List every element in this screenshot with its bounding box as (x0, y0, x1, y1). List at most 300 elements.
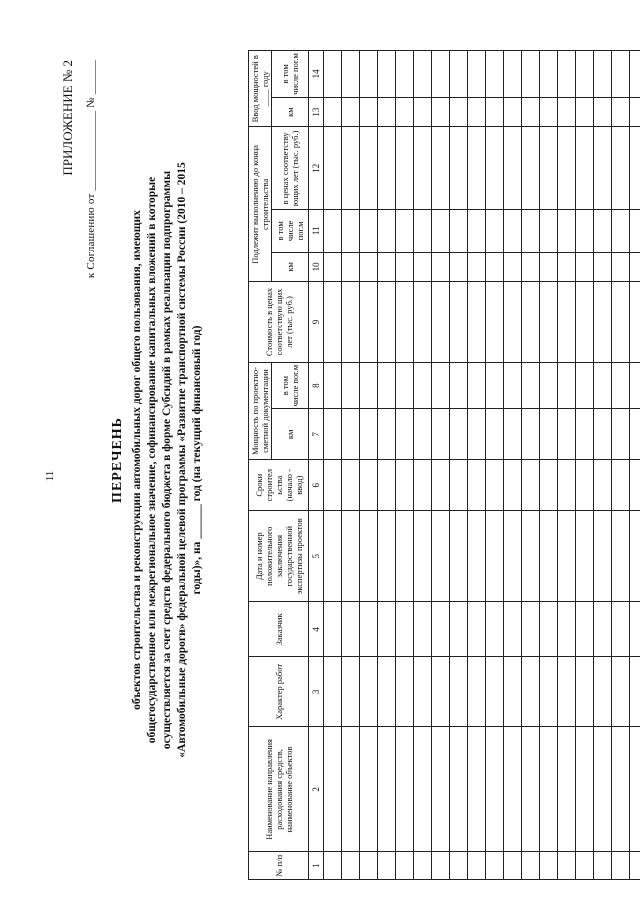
table-cell (324, 210, 342, 252)
title-line: общегосударственное или межрегиональное значение, софинансирование капитальных вложений в которые (146, 176, 158, 744)
table-cell (630, 252, 640, 282)
table-cell (486, 409, 504, 460)
table-cell (612, 362, 630, 409)
table-cell (450, 511, 468, 602)
table-cell (594, 657, 612, 727)
table-cell (378, 602, 396, 657)
column-number: 14 (309, 51, 324, 98)
table-cell (450, 409, 468, 460)
subheader-incl-pogm: в том числе пог.м (272, 362, 309, 409)
table-cell (558, 97, 576, 127)
table-cell (396, 511, 414, 602)
table-cell (522, 852, 540, 880)
table-cell (558, 727, 576, 852)
table-cell (396, 97, 414, 127)
table-cell (558, 602, 576, 657)
table-cell (558, 852, 576, 880)
header-remaining: Подлежит выполнению до конца строительства (249, 127, 272, 282)
table-cell (324, 51, 342, 98)
table-cell (486, 727, 504, 852)
table-row (504, 51, 522, 880)
table-cell (342, 51, 360, 98)
table-cell (378, 127, 396, 210)
table-cell (630, 210, 640, 252)
table-row (360, 51, 378, 880)
table-cell (414, 460, 432, 511)
table-cell (450, 852, 468, 880)
table-cell (450, 252, 468, 282)
table-cell (522, 460, 540, 511)
table-cell (486, 282, 504, 363)
table-cell (630, 852, 640, 880)
title-line: объектов строительства и реконструкции автомобильных дорог общего пользования, имеющих (131, 210, 143, 710)
table-cell (324, 852, 342, 880)
table-cell (630, 127, 640, 210)
table-cell (378, 727, 396, 852)
table-cell (558, 409, 576, 460)
table-cell (630, 409, 640, 460)
table-cell (630, 282, 640, 363)
table-cell (468, 460, 486, 511)
document-title (110, 110, 205, 810)
table-cell (540, 282, 558, 363)
table-cell (576, 51, 594, 98)
header-cost: Стоимость в ценах соответствую щих лет (тыс. руб.) (249, 282, 309, 363)
table-cell (468, 97, 486, 127)
header-capacity-doc: Мощность по проектно-сметной документации (249, 362, 272, 460)
table-cell (414, 362, 432, 409)
table-cell (450, 51, 468, 98)
table-cell (342, 127, 360, 210)
table-cell (432, 51, 450, 98)
table-cell (342, 727, 360, 852)
table-cell (540, 210, 558, 252)
column-number: 12 (309, 127, 324, 210)
table-cell (432, 852, 450, 880)
table-cell (576, 362, 594, 409)
column-number: 9 (309, 282, 324, 363)
table-cell (432, 210, 450, 252)
table-cell (468, 51, 486, 98)
table-cell (378, 252, 396, 282)
table-cell (594, 602, 612, 657)
table-cell (522, 51, 540, 98)
table-cell (468, 282, 486, 363)
table-cell (324, 409, 342, 460)
table-cell (450, 460, 468, 511)
table-cell (360, 460, 378, 511)
table-cell (576, 409, 594, 460)
table-cell (594, 97, 612, 127)
table-cell (396, 252, 414, 282)
table-cell (432, 362, 450, 409)
table-cell (504, 362, 522, 409)
table-cell (486, 657, 504, 727)
subheader-km: км (272, 97, 309, 127)
table-row (486, 51, 504, 880)
table-cell (378, 97, 396, 127)
table-cell (612, 51, 630, 98)
column-number: 5 (309, 511, 324, 602)
table-cell (576, 852, 594, 880)
table-cell (504, 460, 522, 511)
table-cell (504, 127, 522, 210)
table-cell (612, 409, 630, 460)
subheader-prices: в ценах соответству ющих лет (тыс. руб.) (272, 127, 309, 210)
table-cell (468, 409, 486, 460)
table-cell (504, 727, 522, 852)
table-cell (324, 727, 342, 852)
table-cell (432, 252, 450, 282)
table-cell (612, 460, 630, 511)
table-row (612, 51, 630, 880)
table-cell (378, 362, 396, 409)
table-cell (540, 511, 558, 602)
table-cell (504, 252, 522, 282)
table-cell (468, 657, 486, 727)
table-cell (396, 51, 414, 98)
table-body (324, 51, 640, 880)
table-cell (360, 657, 378, 727)
table-cell (414, 97, 432, 127)
table-cell (594, 282, 612, 363)
table-cell (486, 51, 504, 98)
table-row (594, 51, 612, 880)
table-cell (324, 602, 342, 657)
table-cell (396, 409, 414, 460)
table-cell (540, 727, 558, 852)
table-cell (360, 727, 378, 852)
table-cell (414, 852, 432, 880)
column-number: 7 (309, 409, 324, 460)
table-cell (594, 852, 612, 880)
table-cell (360, 282, 378, 363)
table-cell (504, 511, 522, 602)
table-cell (360, 210, 378, 252)
table-cell (342, 852, 360, 880)
table-cell (522, 252, 540, 282)
table-cell (630, 602, 640, 657)
table-cell (486, 362, 504, 409)
table-cell (558, 210, 576, 252)
objects-table (248, 50, 640, 880)
table-cell (486, 210, 504, 252)
table-cell (468, 252, 486, 282)
table-cell (378, 51, 396, 98)
table-cell (576, 252, 594, 282)
table-cell (540, 127, 558, 210)
column-number: 4 (309, 602, 324, 657)
table-cell (432, 602, 450, 657)
table-cell (558, 127, 576, 210)
table-cell (522, 97, 540, 127)
table-cell (576, 210, 594, 252)
table-cell (450, 727, 468, 852)
column-number: 2 (309, 727, 324, 852)
table-cell (342, 97, 360, 127)
table-cell (468, 727, 486, 852)
table-cell (378, 511, 396, 602)
column-number: 11 (309, 210, 324, 252)
table-cell (612, 511, 630, 602)
table-cell (432, 127, 450, 210)
table-cell (594, 362, 612, 409)
table-cell (414, 511, 432, 602)
table-cell (432, 657, 450, 727)
column-number: 10 (309, 252, 324, 282)
table-cell (414, 51, 432, 98)
table-cell (414, 127, 432, 210)
table-cell (396, 210, 414, 252)
table-cell (576, 657, 594, 727)
table-cell (342, 460, 360, 511)
table-cell (630, 97, 640, 127)
table-cell (558, 282, 576, 363)
table-cell (324, 252, 342, 282)
subheader-km: км (272, 252, 309, 282)
table-cell (594, 51, 612, 98)
table-cell (378, 210, 396, 252)
table-row (468, 51, 486, 880)
table-cell (540, 252, 558, 282)
table-cell (540, 409, 558, 460)
table-row (576, 51, 594, 880)
table-cell (558, 511, 576, 602)
table-cell (486, 127, 504, 210)
page-number: 11 (44, 470, 56, 482)
table-cell (558, 362, 576, 409)
table-cell (342, 657, 360, 727)
table-cell (504, 51, 522, 98)
table-cell (576, 727, 594, 852)
table-cell (432, 409, 450, 460)
table-cell (522, 657, 540, 727)
table-cell (396, 362, 414, 409)
table-cell (522, 282, 540, 363)
table-cell (576, 127, 594, 210)
table-cell (396, 727, 414, 852)
header-num: № п/п (249, 852, 309, 880)
table-cell (342, 210, 360, 252)
table-cell (324, 460, 342, 511)
table-cell (432, 460, 450, 511)
table-cell (360, 409, 378, 460)
table-cell (522, 602, 540, 657)
title-heading: ПЕРЕЧЕНЬ (110, 417, 125, 503)
table-cell (378, 460, 396, 511)
table-cell (414, 657, 432, 727)
table-cell (432, 511, 450, 602)
table-cell (594, 127, 612, 210)
column-number: 8 (309, 362, 324, 409)
table-cell (522, 409, 540, 460)
table-cell (594, 511, 612, 602)
table-cell (594, 210, 612, 252)
table-cell (342, 602, 360, 657)
table-cell (558, 460, 576, 511)
table-cell (378, 657, 396, 727)
table-cell (342, 282, 360, 363)
table-cell (504, 97, 522, 127)
table-cell (486, 511, 504, 602)
table-cell (504, 282, 522, 363)
table-cell (504, 409, 522, 460)
table-cell (486, 97, 504, 127)
table-cell (360, 51, 378, 98)
table-row (558, 51, 576, 880)
table-cell (522, 727, 540, 852)
table-cell (450, 282, 468, 363)
column-number: 6 (309, 460, 324, 511)
column-number: 13 (309, 97, 324, 127)
table-cell (576, 602, 594, 657)
table-cell (486, 602, 504, 657)
table-row (414, 51, 432, 880)
table-cell (468, 362, 486, 409)
table-cell (522, 127, 540, 210)
column-number: 1 (309, 852, 324, 880)
rotated-content (40, 20, 630, 890)
table-cell (576, 97, 594, 127)
appendix-title: ПРИЛОЖЕНИЕ № 2 (60, 60, 75, 176)
title-line: «Автомобильные дороги» федеральной целевой программы «Развитие транспортной системы России (2010 – 2015 (176, 162, 188, 758)
table-row (342, 51, 360, 880)
table-cell (432, 282, 450, 363)
table-cell (576, 460, 594, 511)
table-cell (414, 727, 432, 852)
table-cell (504, 852, 522, 880)
table-cell (324, 657, 342, 727)
table-cell (342, 511, 360, 602)
table-cell (486, 460, 504, 511)
table-cell (540, 657, 558, 727)
table-cell (594, 460, 612, 511)
table-cell (468, 511, 486, 602)
column-number: 3 (309, 657, 324, 727)
table-row (522, 51, 540, 880)
header-terms: Сроки строител ьства (начало - ввод) (249, 460, 309, 511)
table-cell (576, 511, 594, 602)
table-cell (324, 127, 342, 210)
table-cell (450, 657, 468, 727)
table-cell (414, 252, 432, 282)
header-expertise: Дата и номер положительного заключения государственной экспертизы проектов (249, 511, 309, 602)
table-cell (558, 657, 576, 727)
table-cell (432, 727, 450, 852)
table-cell (468, 127, 486, 210)
table-cell (504, 602, 522, 657)
table-cell (342, 409, 360, 460)
table-cell (594, 727, 612, 852)
table-cell (630, 362, 640, 409)
table-cell (612, 852, 630, 880)
table-cell (450, 362, 468, 409)
header-commissioning: Ввод мощностей в ____ году (249, 51, 272, 127)
table-cell (360, 852, 378, 880)
table-cell (450, 97, 468, 127)
title-line: годы)», на ______ год (на текущий финансовый год) (191, 325, 203, 595)
table-cell (414, 210, 432, 252)
table-cell (630, 460, 640, 511)
table-cell (540, 362, 558, 409)
table-cell (396, 282, 414, 363)
table-cell (342, 362, 360, 409)
table-row (396, 51, 414, 880)
table-cell (612, 602, 630, 657)
table-cell (612, 657, 630, 727)
table-cell (360, 362, 378, 409)
header-customer: Заказчик (249, 602, 309, 657)
table-cell (396, 852, 414, 880)
table-cell (630, 727, 640, 852)
table-cell (540, 852, 558, 880)
table-cell (594, 409, 612, 460)
table-cell (630, 51, 640, 98)
header-name: Наименование направления расходования средств, наименование объектов (249, 727, 309, 852)
table-cell (486, 852, 504, 880)
table-cell (378, 852, 396, 880)
table-cell (558, 51, 576, 98)
table-row (540, 51, 558, 880)
table-cell (612, 210, 630, 252)
table-cell (414, 282, 432, 363)
table-cell (612, 282, 630, 363)
subheader-incl-pogm: в том числе пог.м (272, 210, 309, 252)
table-cell (522, 362, 540, 409)
table-cell (504, 657, 522, 727)
table-cell (396, 657, 414, 727)
title-line: осуществляется за счет средств федерального бюджета в форме Субсидий в рамках реализации подпрограммы (161, 170, 173, 750)
table-cell (414, 409, 432, 460)
table-cell (576, 282, 594, 363)
table-cell (360, 602, 378, 657)
table-cell (360, 127, 378, 210)
table-cell (612, 97, 630, 127)
table-cell (396, 602, 414, 657)
table-cell (594, 252, 612, 282)
table-cell (360, 511, 378, 602)
table-cell (324, 511, 342, 602)
subheader-incl-pogm: в том числе пог.м (272, 51, 309, 98)
column-numbers-row (309, 51, 324, 880)
table-cell (324, 282, 342, 363)
table-cell (540, 602, 558, 657)
table-cell (612, 252, 630, 282)
table-cell (522, 210, 540, 252)
table-cell (558, 252, 576, 282)
table-cell (540, 460, 558, 511)
table-cell (360, 252, 378, 282)
table-cell (396, 460, 414, 511)
table-cell (450, 210, 468, 252)
table-cell (468, 210, 486, 252)
table-cell (540, 51, 558, 98)
table-cell (468, 602, 486, 657)
table-cell (504, 210, 522, 252)
table-cell (324, 97, 342, 127)
table-row (450, 51, 468, 880)
table-cell (612, 727, 630, 852)
table-cell (630, 511, 640, 602)
table-cell (468, 852, 486, 880)
table-row (378, 51, 396, 880)
appendix-subtitle: к Соглашению от ______________ № ______ (85, 60, 97, 279)
header-nature: Характер работ (249, 657, 309, 727)
table-cell (378, 409, 396, 460)
table-cell (324, 362, 342, 409)
table-cell (414, 602, 432, 657)
table-cell (540, 97, 558, 127)
